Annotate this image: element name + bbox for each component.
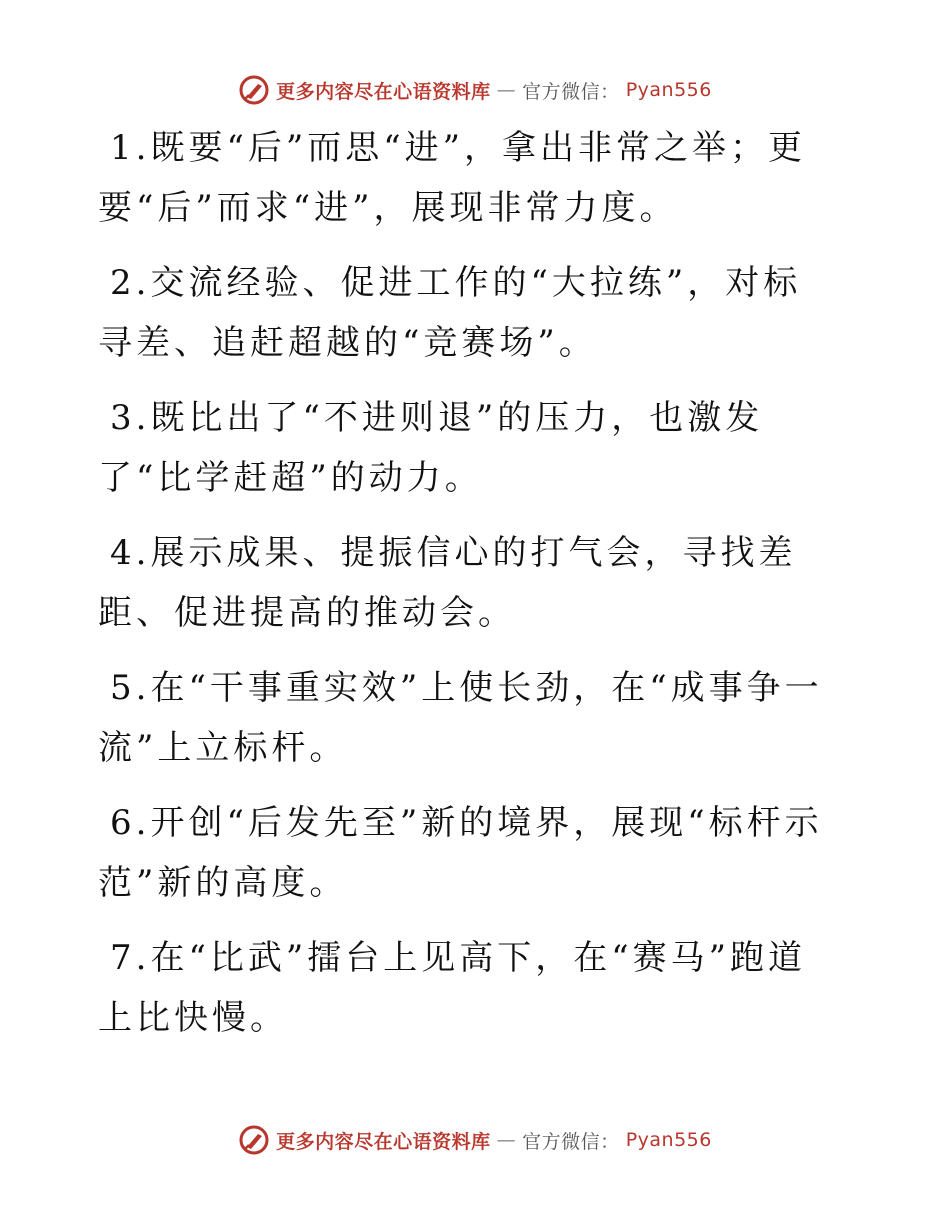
- footer-watermark: [0, 1120, 950, 1160]
- watermark-wechat-id: Pyan556: [625, 79, 712, 101]
- pen-nib-seal-icon: [238, 1124, 270, 1156]
- watermark-dash: —: [496, 1129, 517, 1151]
- watermark-official-label: 官方微信：: [522, 80, 620, 103]
- list-item: 2.交流经验、促进工作的“大拉练”，对标寻差、追赶超越的“竞赛场”。: [98, 263, 802, 363]
- watermark-site-name: 更多内容尽在心语资料库: [276, 80, 491, 103]
- list-item: 6.开创“后发先至”新的境界，展现“标杆示范”新的高度。: [98, 803, 823, 903]
- watermark-wechat-id: Pyan556: [625, 1129, 712, 1151]
- list-item: 4.展示成果、提振信心的打气会，寻找差距、促进提高的推动会。: [98, 533, 797, 633]
- list-item: 1.既要“后”而思“进”，拿出非常之举；更要“后”而求“进”，展现非常力度。: [98, 128, 806, 228]
- list-item: 7.在“比武”擂台上见高下，在“赛马”跑道上比快慢。: [98, 938, 806, 1038]
- pen-nib-seal-icon: [238, 74, 270, 106]
- list-item: 3.既比出了“不进则退”的压力，也激发了“比学赶超”的动力。: [98, 398, 764, 498]
- watermark-dash: —: [496, 79, 517, 101]
- document-body: [98, 118, 838, 1063]
- list-item: 5.在“干事重实效”上使长劲，在“成事争一流”上立标杆。: [98, 668, 823, 768]
- watermark-site-name: 更多内容尽在心语资料库: [276, 1130, 491, 1153]
- watermark-official-label: 官方微信：: [522, 1130, 620, 1153]
- header-watermark: [0, 70, 950, 110]
